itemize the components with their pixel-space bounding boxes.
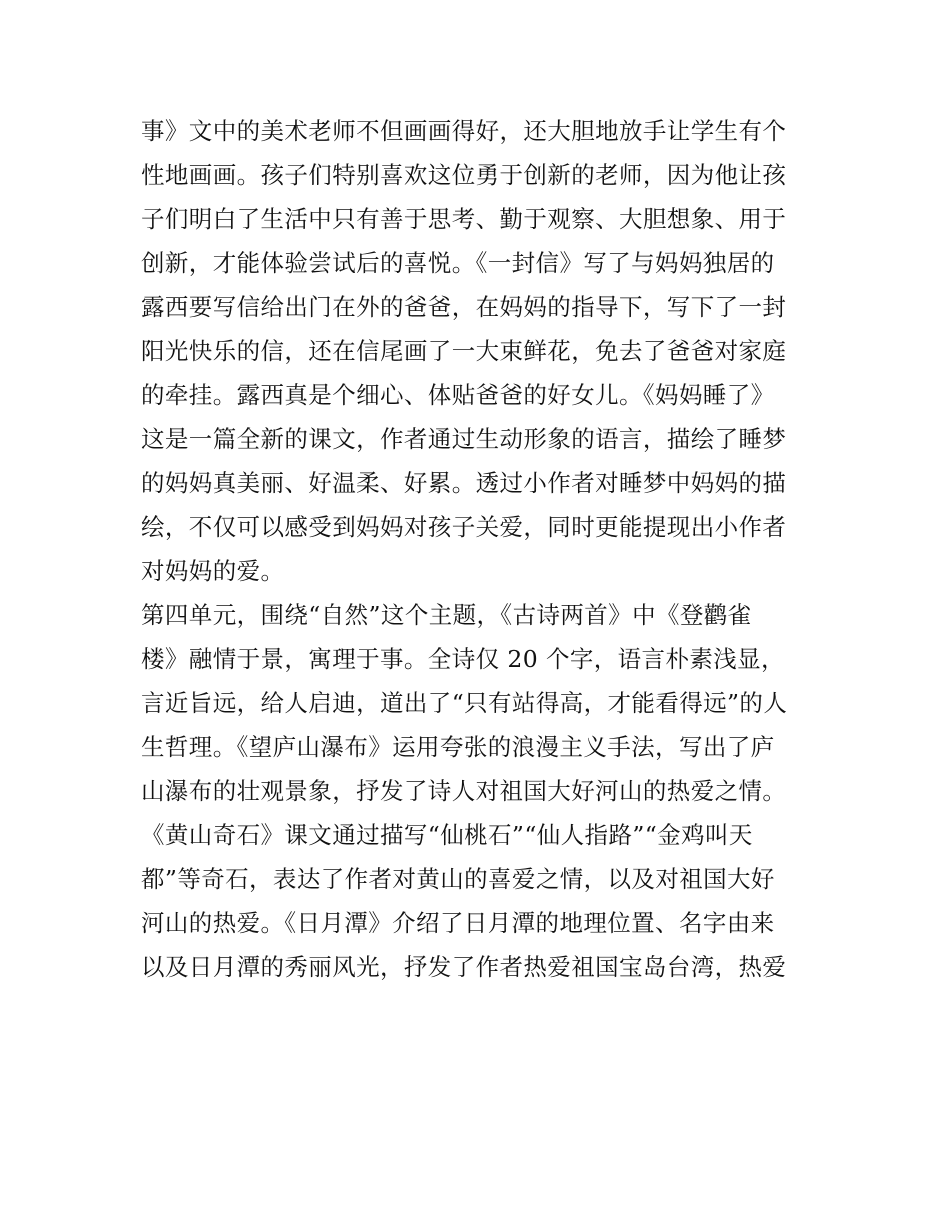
text-line: 对妈妈的爱。 [141,557,285,585]
text-line: 的牵挂。露西真是个细心、体贴爸爸的好女儿。《妈妈睡了》 [141,381,775,409]
text-line: 露西要写信给出门在外的爸爸，在妈妈的指导下，写下了一封 [141,293,787,321]
text-line: 的妈妈真美丽、好温柔、好累。透过小作者对睡梦中妈妈的描 [141,469,787,497]
text-line: 子们明白了生活中只有善于思考、勤于观察、大胆想象、用于 [141,205,787,233]
text-line: 河山的热爱。《日月潭》介绍了日月潭的地理位置、名字由来 [141,909,775,937]
text-line: 事》文中的美术老师不但画画得好，还大胆地放手让学生有个 [141,117,787,145]
text-line: 都”等奇石，表达了作者对黄山的喜爱之情，以及对祖国大好 [141,865,775,893]
text-line: 阳光快乐的信，还在信尾画了一大束鲜花，免去了爸爸对家庭 [141,337,787,365]
text-line: 绘，不仅可以感受到妈妈对孩子关爱，同时更能提现出小作者 [141,513,787,541]
text-line: 山瀑布的壮观景象，抒发了诗人对祖国大好河山的热爱之情。 [141,777,787,805]
text-line: 言近旨远，给人启迪，道出了“只有站得高，才能看得远”的人 [141,689,788,717]
text-line: 性地画画。孩子们特别喜欢这位勇于创新的老师，因为他让孩 [141,161,787,189]
text-line: 以及日月潭的秀丽风光，抒发了作者热爱祖国宝岛台湾，热爱 [141,953,787,981]
body-text [141,109,821,989]
text-line: 生哲理。《望庐山瀑布》运用夸张的浪漫主义手法，写出了庐 [141,733,775,761]
text-line: 楼》融情于景，寓理于事。全诗仅 20 个字，语言朴素浅显， [141,645,785,673]
text-line: 这是一篇全新的课文，作者通过生动形象的语言，描绘了睡梦 [141,425,787,453]
text-line: 第四单元，围绕“自然”这个主题，《古诗两首》中《登鹳雀 [141,601,752,629]
text-line: 创新，才能体验尝试后的喜悦。《一封信》写了与妈妈独居的 [141,249,775,277]
text-line: 《黄山奇石》课文通过描写“仙桃石”“仙人指路”“金鸡叫天 [141,821,753,849]
